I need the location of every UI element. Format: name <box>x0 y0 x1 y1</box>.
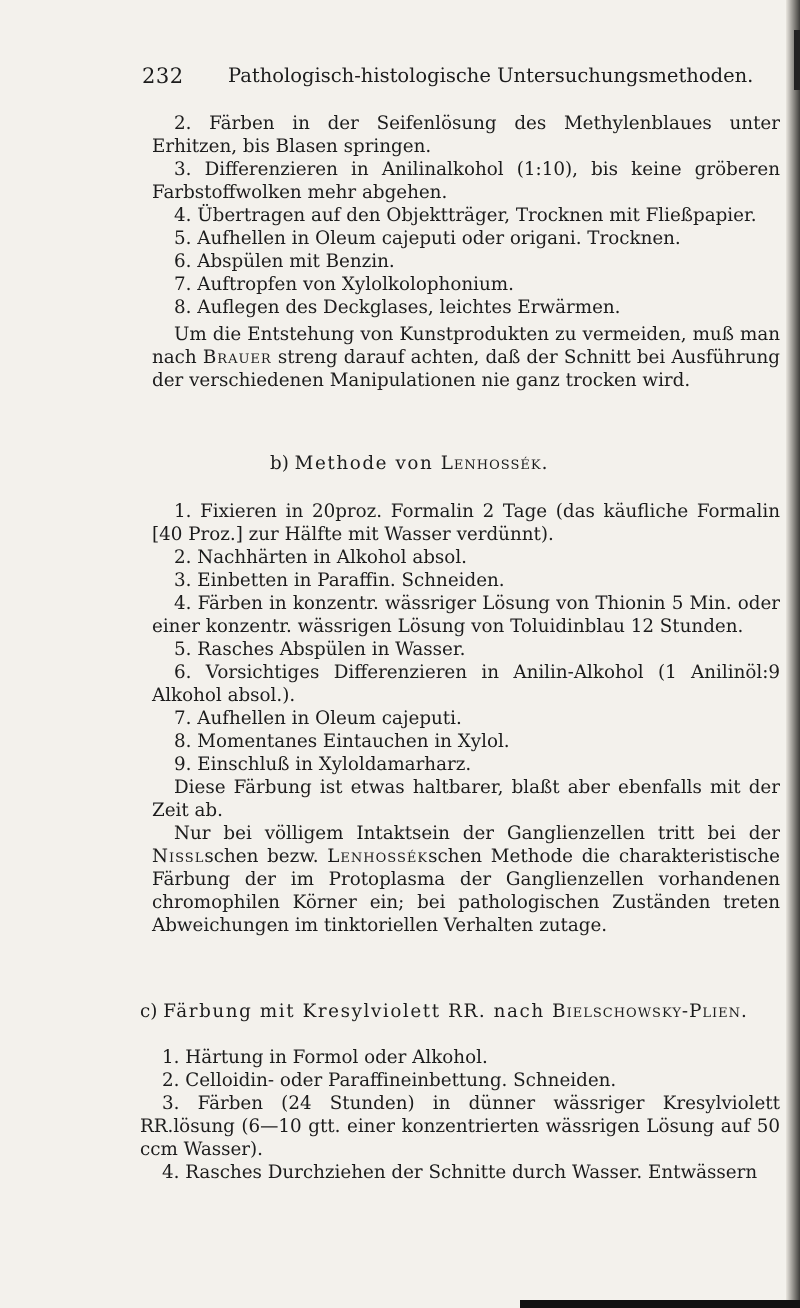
section-b <box>152 452 780 475</box>
paragraph: Um die Entstehung von Kunstprodukten zu vermeiden, muß man nach Brauer streng darauf achten, daß der Schnitt bei Ausführung der verschiedenen Manipulationen nie ganz trocken wird. <box>152 324 781 391</box>
step: 2. Nachhärten in Alkohol absol. <box>174 547 467 568</box>
author-name: Lenhossék. <box>440 453 549 474</box>
paragraph: Diese Färbung ist etwas haltbarer, blaßt aber ebenfalls mit der Zeit ab. <box>152 777 780 821</box>
step: 3. Differenzieren in Anilinalkohol (1:10), bis keine gröberen Farbstoffwolken mehr abgehen. <box>152 159 780 203</box>
step: 5. Aufhellen in Oleum cajeputi oder origani. Trocknen. <box>174 228 681 249</box>
spine-mark <box>794 30 800 90</box>
step: 5. Rasches Abspülen in Wasser. <box>174 639 466 660</box>
book-spine-shadow <box>786 0 800 1308</box>
page-number: 232 <box>142 64 184 88</box>
section-heading: b) Methode von Lenhossék. <box>270 453 549 474</box>
scan-edge <box>520 1300 800 1308</box>
section-a <box>152 112 780 392</box>
step: 6. Abspülen mit Benzin. <box>174 251 395 272</box>
running-head: Pathologisch-histologische Untersuchungsmethoden. <box>228 64 754 87</box>
step: 1. Härtung in Formol oder Alkohol. <box>162 1047 488 1068</box>
section-b-body <box>152 500 780 937</box>
author-name: Brauer <box>202 347 272 368</box>
section-c <box>140 1000 780 1023</box>
step: 4. Rasches Durchziehen der Schnitte durch Wasser. Entwässern <box>162 1162 758 1183</box>
section-c-body <box>140 1046 780 1184</box>
step: 2. Celloidin- oder Paraffineinbettung. Schneiden. <box>162 1070 617 1091</box>
section-heading: c) Färbung mit Kresylviolett RR. nach Bielschowsky-Plien. <box>140 1001 748 1022</box>
step: 3. Einbetten in Paraffin. Schneiden. <box>174 570 505 591</box>
step: 1. Fixieren in 20proz. Formalin 2 Tage (das käufliche Formalin [40 Proz.] zur Hälfte mit Wasser verdünnt). <box>152 501 780 545</box>
step: 9. Einschluß in Xyloldamarharz. <box>174 754 472 775</box>
step: 2. Färben in der Seifenlösung des Methylenblaues unter Erhitzen, bis Blasen springen. <box>152 113 780 157</box>
step: 8. Auflegen des Deckglases, leichtes Erwärmen. <box>174 297 621 318</box>
step: 6. Vorsichtiges Differenzieren in Anilin-Alkohol (1 Anilinöl:9 Alkohol absol.). <box>152 662 780 706</box>
author-name: Bielschowsky-Plien. <box>552 1001 748 1022</box>
step: 4. Übertragen auf den Objektträger, Trocknen mit Fließpapier. <box>174 205 757 226</box>
step: 4. Färben in konzentr. wässriger Lösung von Thionin 5 Min. oder einer konzentr. wässrigen Lösung von Toluidinblau 12 Stunden. <box>152 593 780 637</box>
step: 7. Aufhellen in Oleum cajeputi. <box>174 708 462 729</box>
author-name: Lenhossék <box>327 846 429 867</box>
step: 3. Färben (24 Stunden) in dünner wässriger Kresylviolett RR.lösung (6—10 gtt. einer konzentrierten wässrigen Lösung auf 50 ccm Wasser). <box>140 1093 780 1160</box>
step: 8. Momentanes Eintauchen in Xylol. <box>174 731 510 752</box>
author-name: Nissl <box>152 846 205 867</box>
step: 7. Auftropfen von Xylolkolophonium. <box>174 274 514 295</box>
page-header <box>142 64 782 90</box>
paragraph: Nur bei völligem Intaktsein der Ganglienzellen tritt bei der Nisslschen bezw. Lenhossékschen Methode die charakteristische Färbung der im Protoplasma der Ganglienzellen vorhandenen chromophilen Körner ein; bei pathologischen Zuständen treten Abweichungen im tinktoriellen Verhalten zutage. <box>152 823 781 936</box>
